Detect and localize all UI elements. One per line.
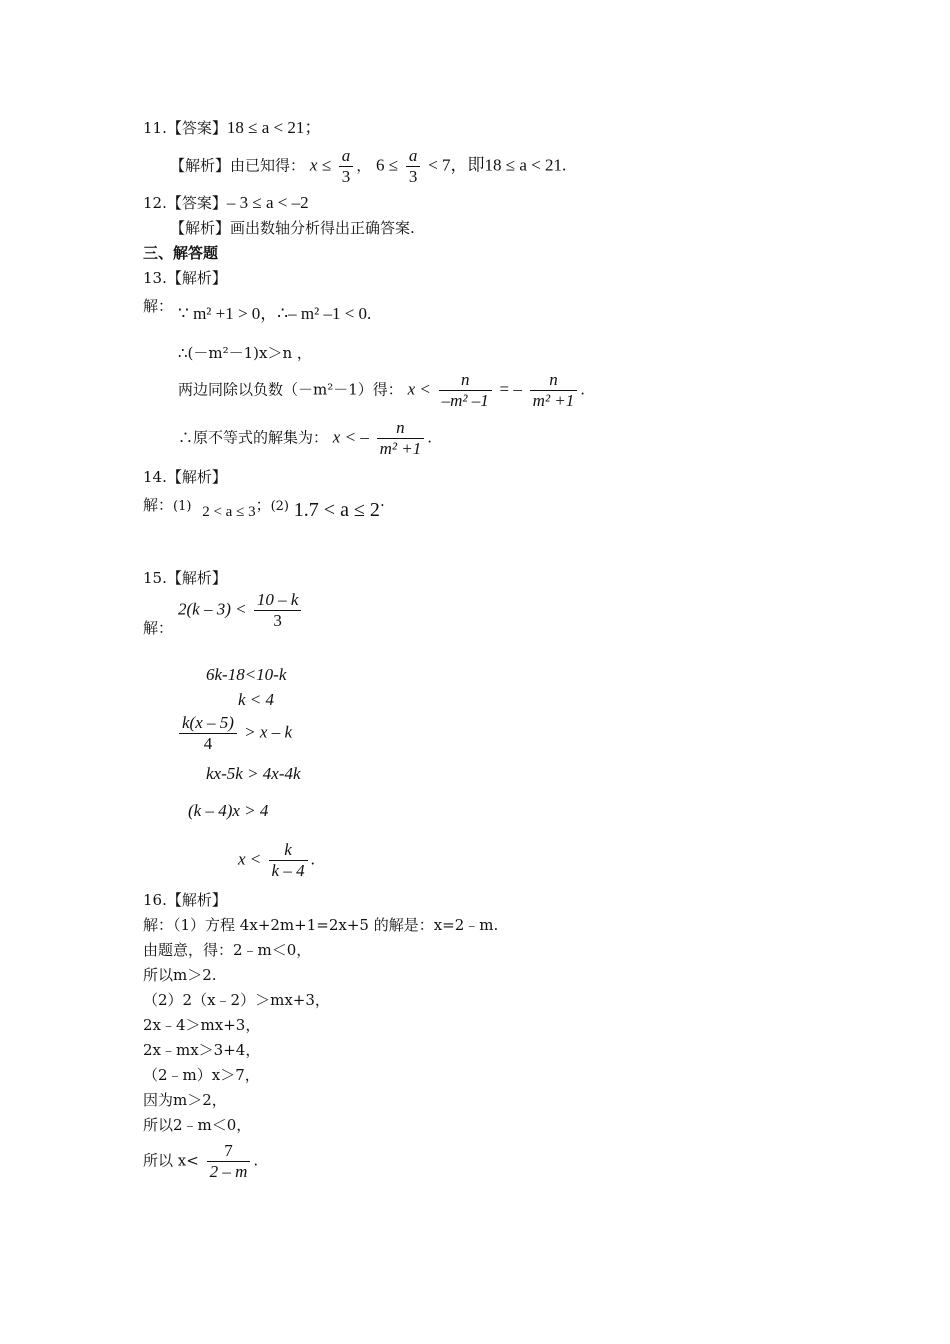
q11-answer-line bbox=[143, 118, 321, 138]
q16-header: 16.【解析】 bbox=[143, 891, 227, 909]
q16-line: 所以m＞2. bbox=[143, 966, 217, 984]
fraction-n-over-m2-plus-1-final: $\frac{n}{\text{m² +1}}$ bbox=[377, 418, 425, 459]
q16-line: 2x﹣4＞mx+3， bbox=[143, 1016, 261, 1034]
q13-line3 bbox=[178, 370, 585, 411]
q16-final-line bbox=[143, 1141, 258, 1182]
analysis-text: 画出数轴分析得出正确答案. bbox=[230, 219, 415, 237]
period: . bbox=[253, 1151, 259, 1170]
fraction-10-minus-k-over-3: $\frac{10 - k}{3}$ bbox=[254, 590, 302, 631]
question-number: 11. bbox=[143, 119, 167, 137]
ineq-lhs: 2(k – 3) < bbox=[178, 599, 247, 619]
q13-line2: ∴(－m²－1)x＞n ， bbox=[178, 344, 312, 362]
q14-header: 14.【解析】 bbox=[143, 468, 227, 486]
line3-text: 两边同除以负数（－m²－1）得： bbox=[178, 380, 403, 399]
fraction-a-over-3-second: $\frac{a}{3}$ bbox=[406, 146, 421, 187]
q16-line: 由题意，得：2﹣m＜0， bbox=[143, 941, 312, 959]
analysis-intro: 由已知得： bbox=[230, 156, 306, 175]
q12-analysis-line bbox=[170, 218, 415, 238]
part2-label: (2) bbox=[270, 499, 290, 514]
period: . bbox=[427, 428, 432, 447]
q15-step2: k < 4 bbox=[238, 690, 275, 709]
part1-answer: 2 < a ≤ 3 bbox=[202, 504, 256, 520]
step3-rhs: > x – k bbox=[244, 722, 292, 742]
fraction-k-x-minus-5-over-4: $\frac{k(x - 5)}{4}$ bbox=[179, 713, 237, 754]
q15-inequality bbox=[178, 590, 304, 631]
answer-value: 18 ≤ a < 21； bbox=[226, 118, 322, 137]
analysis-tag: 【解析】 bbox=[170, 156, 231, 175]
q16-line: 2x﹣mx＞3+4， bbox=[143, 1041, 261, 1059]
period: . bbox=[580, 380, 586, 399]
separator: ； bbox=[255, 496, 271, 514]
jie: 解： bbox=[143, 496, 174, 514]
q15-step4: kx-5k > 4x-4k bbox=[206, 764, 301, 783]
fraction-n-over-m2-plus-1: $\frac{n}{\text{m² +1}}$ bbox=[530, 370, 578, 411]
answer-tag: 【答案】 bbox=[166, 194, 227, 212]
q13-header: 13.【解析】 bbox=[143, 269, 227, 287]
part1-label: (1) bbox=[173, 499, 192, 514]
final-prefix: 所以 x< bbox=[143, 1151, 199, 1170]
question-number: 12. bbox=[143, 194, 167, 212]
period: . bbox=[310, 849, 315, 869]
answer-value: – 3 ≤ a < –2 bbox=[226, 193, 309, 212]
comma: ， bbox=[356, 156, 372, 175]
line3-lhs: x < bbox=[407, 379, 431, 399]
fraction-k-over-k-minus-4: $\frac{k}{k - 4}$ bbox=[269, 840, 308, 881]
fraction-n-over-neg-m2-1: $\frac{n}{\text{–m² –1}}$ bbox=[439, 370, 492, 411]
fraction-a-over-3: $\frac{a}{3}$ bbox=[339, 146, 354, 187]
q16-line: 所以2﹣m＜0， bbox=[143, 1116, 252, 1134]
q15-header: 15.【解析】 bbox=[143, 569, 227, 587]
q16-line: （2﹣m）x＞7， bbox=[143, 1066, 260, 1084]
q11-analysis-line bbox=[170, 146, 566, 187]
q15-step5: (k – 4)x > 4 bbox=[188, 801, 269, 820]
q15-step1: 6k-18<10-k bbox=[206, 665, 287, 684]
math-x-le: x ≤ bbox=[309, 155, 331, 175]
math-6-le: 6 ≤ bbox=[376, 155, 399, 175]
line4-lhs: x < – bbox=[332, 427, 369, 447]
equals-minus: = – bbox=[499, 379, 522, 399]
answer-tag: 【答案】 bbox=[166, 119, 227, 137]
line4-text: ∴原不等式的解集为： bbox=[178, 428, 329, 447]
q16-line: （2）2（x﹣2）＞mx+3， bbox=[143, 991, 330, 1009]
section-title: 三、解答题 bbox=[143, 244, 219, 262]
part2-answer: 1.7 < a ≤ 2 bbox=[293, 499, 380, 521]
conclusion: ，即18 ≤ a < 21. bbox=[450, 155, 567, 175]
analysis-tag: 【解析】 bbox=[170, 219, 231, 237]
q12-answer-line bbox=[143, 193, 309, 213]
math-lt-7: < 7 bbox=[428, 155, 451, 175]
dot: · bbox=[379, 496, 385, 514]
fraction-7-over-2-minus-m: $\frac{7}{2 - m}$ bbox=[207, 1141, 251, 1182]
step6-lhs: x < bbox=[238, 849, 262, 869]
q13-line4 bbox=[178, 418, 432, 459]
q16-line: 解：（1）方程 4x+2m+1=2x+5 的解是：x=2﹣m. bbox=[143, 916, 499, 934]
q15-step6 bbox=[238, 840, 315, 881]
q15-jie: 解： bbox=[143, 619, 174, 637]
q15-step3 bbox=[176, 713, 292, 754]
q14-line bbox=[143, 494, 385, 521]
q13-line1: ∵ m² +1 > 0，∴– m² –1 < 0. bbox=[178, 304, 372, 323]
q13-jie: 解： bbox=[143, 297, 174, 315]
q16-line: 因为m＞2， bbox=[143, 1091, 227, 1109]
